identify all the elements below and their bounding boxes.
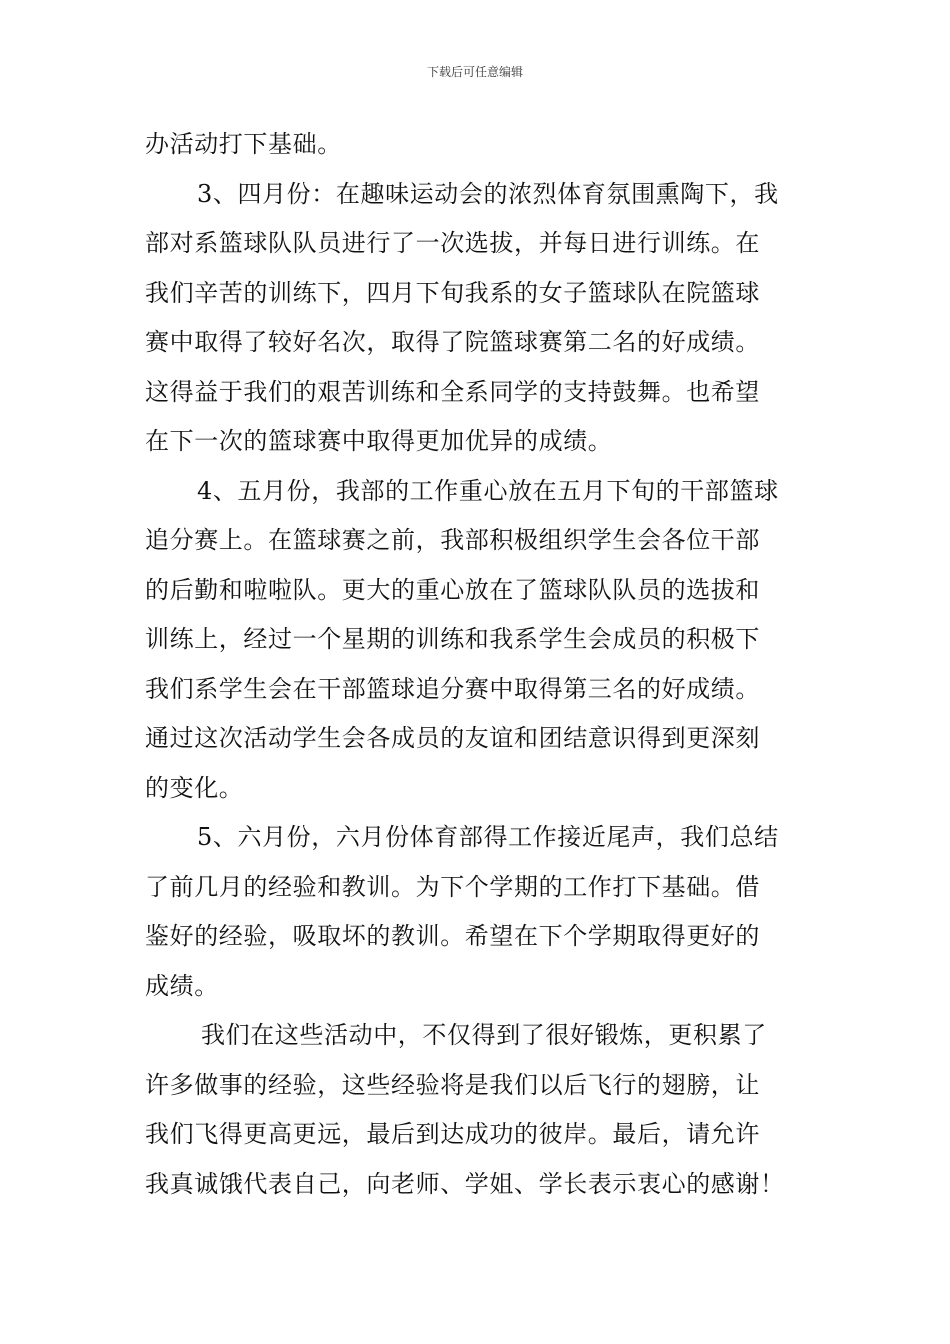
text-line: 赛中取得了较好名次，取得了院篮球赛第二名的好成绩。 bbox=[145, 328, 760, 356]
paragraph-start-may: 4、五月份，我部的工作重心放在五月下旬的干部篮球 bbox=[197, 476, 779, 505]
text-line: 我真诚饿代表自己，向老师、学姐、学长表示衷心的感谢！ bbox=[145, 1169, 785, 1198]
text-line: 了前几月的经验和教训。为下个学期的工作打下基础。借 bbox=[145, 872, 760, 901]
text-line: 部对系篮球队队员进行了一次选拔，并每日进行训练。在 bbox=[145, 229, 760, 257]
paragraph-start-april: 3、四月份：在趣味运动会的浓烈体育氛围熏陶下，我 bbox=[197, 179, 779, 208]
text-line: 我们辛苦的训练下，四月下旬我系的女子篮球队在院篮球 bbox=[145, 278, 760, 307]
document-body bbox=[145, 120, 810, 1209]
text-line: 追分赛上。在篮球赛之前，我部积极组织学生会各位干部 bbox=[145, 526, 760, 554]
text-line: 成绩。 bbox=[145, 971, 219, 1000]
text-line: 的变化。 bbox=[145, 773, 244, 802]
text-line: 这得益于我们的艰苦训练和全系同学的支持鼓舞。也希望 bbox=[145, 377, 760, 406]
text-line: 在下一次的篮球赛中取得更加优异的成绩。 bbox=[145, 427, 613, 455]
text-line: 办活动打下基础。 bbox=[145, 130, 342, 158]
text-line: 我们飞得更高更远，最后到达成功的彼岸。最后，请允许 bbox=[145, 1120, 760, 1148]
text-line: 通过这次活动学生会各成员的友谊和团结意识得到更深刻 bbox=[145, 724, 760, 752]
text-line: 训练上，经过一个星期的训练和我系学生会成员的积极下 bbox=[145, 625, 760, 653]
text-line: 鉴好的经验，吸取坏的教训。希望在下个学期取得更好的 bbox=[145, 922, 760, 950]
text-line: 许多做事的经验，这些经验将是我们以后飞行的翅膀，让 bbox=[145, 1070, 760, 1099]
paragraph-start-conclusion: 我们在这些活动中，不仅得到了很好锻炼，更积累了 bbox=[201, 1021, 767, 1049]
paragraph-start-june: 5、六月份，六月份体育部得工作接近尾声，我们总结 bbox=[197, 823, 779, 851]
page-header: 下载后可任意编辑 bbox=[426, 65, 523, 79]
text-line: 我们系学生会在干部篮球追分赛中取得第三名的好成绩。 bbox=[145, 674, 760, 703]
text-line: 的后勤和啦啦队。更大的重心放在了篮球队队员的选拔和 bbox=[145, 575, 760, 604]
